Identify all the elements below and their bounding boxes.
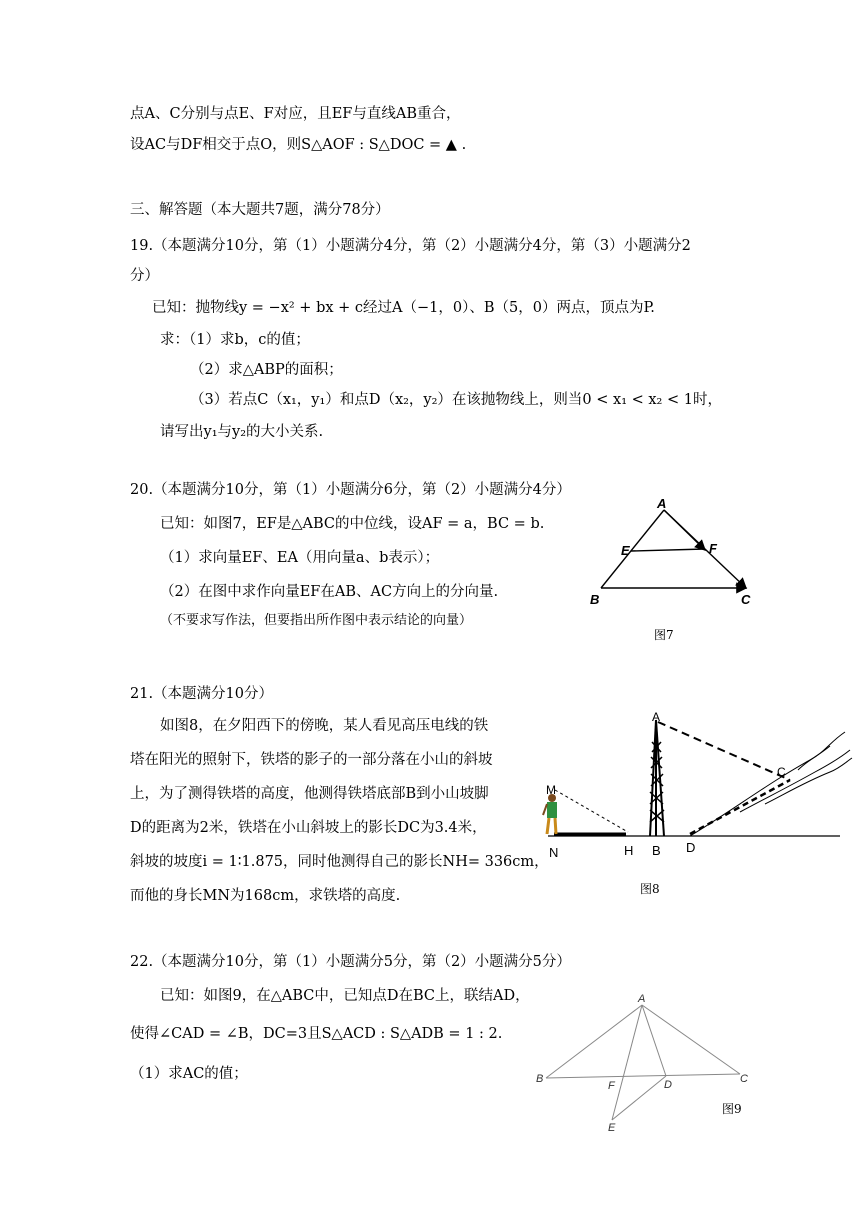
q20-note: （不要求写作法，但要指出所作图中表示结论的向量） — [160, 613, 473, 628]
q21-p5: 斜坡的坡度i = 1∶1.875，同时他测得自己的影长NH= 336cm， — [130, 854, 549, 870]
person-icon — [543, 794, 557, 834]
q19-ask-1: 求：（1）求b，c的值； — [160, 332, 310, 348]
top-line-1: 点A、C分别与点E、F对应，且EF与直线AB重合， — [130, 106, 461, 122]
fig7-label-A: A — [657, 496, 667, 511]
fig8-label-D: D — [686, 840, 696, 855]
q21-p2: 塔在阳光的照射下，铁塔的影子的一部分落在小山的斜坡 — [130, 752, 493, 768]
fig7-label-F: F — [709, 541, 717, 556]
fig8-label-H: H — [624, 843, 634, 858]
fig9-label-B: B — [536, 1073, 544, 1085]
top-line-2: 设AC与DF相交于点O，则S△AOF : S△DOC = ▲ . — [130, 137, 467, 153]
fig8-label-N: N — [549, 845, 559, 860]
q22-given-2: 使得∠CAD = ∠B，DC=3且S△ACD : S△ADB = 1 : 2. — [130, 1026, 503, 1042]
q19-ask-3: （3）若点C（x₁，y₁）和点D（x₂，y₂）在该抛物线上，则当0 < x₁ < x₂ < 1时， — [190, 392, 722, 408]
q21-head: 21.（本题满分10分） — [130, 686, 274, 702]
q22-ask-1: （1）求AC的值； — [130, 1066, 248, 1082]
q19-given: 已知：抛物线y = −x² + bx + c经过A（−1，0）、B（5，0）两点，顶点为P. — [152, 300, 655, 316]
q21-p6: 而他的身长MN为168cm，求铁塔的高度. — [130, 888, 401, 904]
q21-p1: 如图8，在夕阳西下的傍晚，某人看见高压电线的铁 — [160, 718, 489, 734]
fig9-label-E: E — [608, 1122, 616, 1134]
fig8-label-M: M — [546, 783, 556, 797]
fig8-caption: 图8 — [640, 882, 660, 896]
q19-head-1: 19.（本题满分10分，第（1）小题满分4分，第（2）小题满分4分，第（3）小题满分2 — [130, 238, 691, 254]
q19-ask-3b: 请写出y₁与y₂的大小关系. — [160, 424, 324, 440]
q22-given: 已知：如图9，在△ABC中，已知点D在BC上，联结AD， — [160, 988, 530, 1004]
fig9-label-D: D — [664, 1079, 672, 1091]
fig8-label-A: A — [652, 710, 661, 724]
fig7-caption: 图7 — [654, 628, 674, 642]
q20-head: 20.（本题满分10分，第（1）小题满分6分，第（2）小题满分4分） — [130, 482, 571, 498]
q20-given: 已知：如图7，EF是△ABC的中位线，设AF = a，BC = b. — [160, 516, 545, 532]
tower-icon — [650, 720, 664, 836]
fig7-label-E: E — [621, 543, 630, 558]
fig9-caption: 图9 — [722, 1102, 742, 1116]
fig9-label-C: C — [740, 1073, 748, 1085]
fig7-label-B: B — [590, 592, 600, 607]
q19-ask-2: （2）求△ABP的面积； — [190, 362, 343, 378]
section-3-title: 三、解答题（本大题共7题，满分78分） — [130, 202, 390, 218]
q22-head: 22.（本题满分10分，第（1）小题满分5分，第（2）小题满分5分） — [130, 954, 571, 970]
fig8-label-B: B — [652, 843, 661, 858]
q21-p4: D的距离为2米，铁塔在小山斜坡上的影长DC为3.4米， — [130, 820, 487, 836]
q21-p3: 上，为了测得铁塔的高度，他测得铁塔底部B到小山坡脚 — [130, 786, 489, 802]
figure-8 — [540, 712, 852, 862]
q20-ask-2: （2）在图中求作向量EF在AB、AC方向上的分向量. — [160, 584, 499, 600]
fig9-label-F: F — [608, 1080, 615, 1092]
q19-head-2: 分） — [130, 268, 159, 284]
figure-7 — [585, 495, 760, 620]
fig7-label-C: C — [741, 592, 751, 607]
fig8-label-C: C — [777, 765, 786, 779]
q20-ask-1: （1）求向量EF、EA（用向量a、b表示）； — [160, 550, 440, 566]
fig9-label-A: A — [638, 993, 646, 1005]
